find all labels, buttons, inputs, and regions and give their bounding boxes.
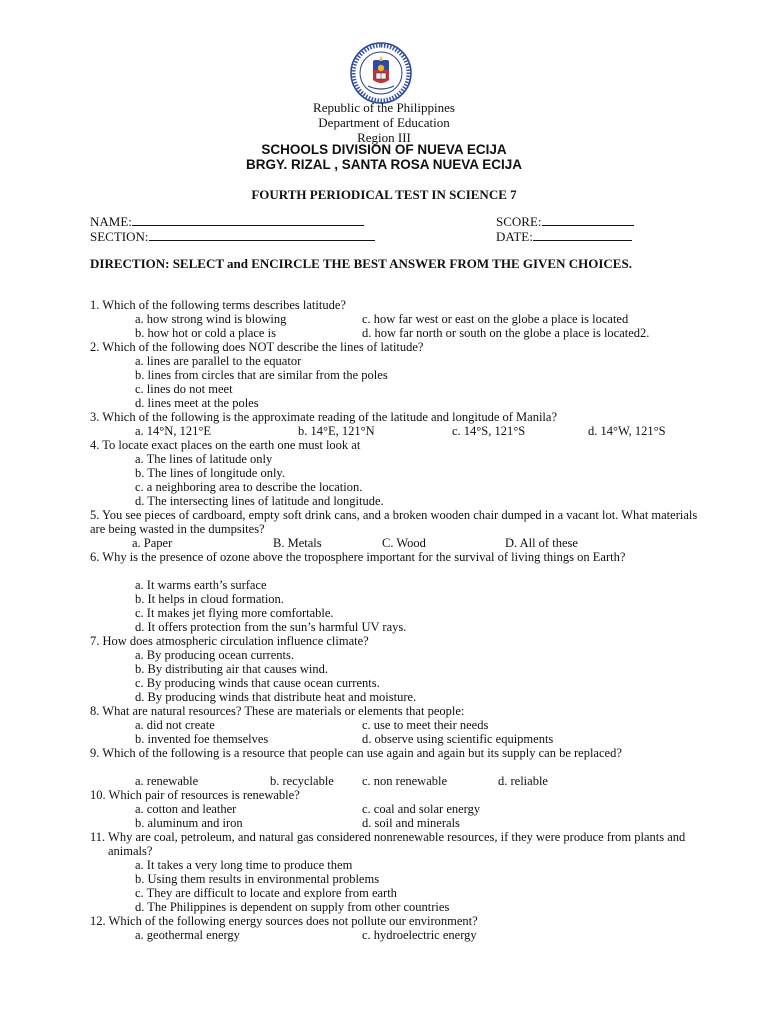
q2-option-c[interactable]: c. lines do not meet	[135, 382, 233, 396]
q7-option-d[interactable]: d. By producing winds that distribute heat and moisture.	[135, 690, 417, 704]
q9-option-b[interactable]: b. recyclable	[270, 774, 334, 788]
q3-option-b[interactable]: b. 14°E, 121°N	[298, 424, 375, 438]
q12-option-c[interactable]: c. hydroelectric energy	[362, 928, 477, 942]
q4-option-d[interactable]: d. The intersecting lines of latitude and longitude.	[135, 494, 384, 508]
header-school: BRGY. RIZAL , SANTA ROSA NUEVA ECIJA	[245, 157, 523, 172]
q10-option-a[interactable]: a. cotton and leather	[135, 802, 237, 816]
q3-option-d[interactable]: d. 14°W, 121°S	[588, 424, 666, 438]
date-blank[interactable]	[533, 229, 632, 241]
q4-option-a[interactable]: a. The lines of latitude only	[135, 452, 273, 466]
question-11: 11. Why are coal, petroleum, and natural gas considered nonrenewable resources, if they were produce from plants and animals?	[90, 830, 686, 858]
q10-option-c[interactable]: c. coal and solar energy	[362, 802, 481, 816]
section-label: SECTION:	[90, 229, 149, 244]
question-1: 1. Which of the following terms describes latitude?	[90, 298, 346, 312]
q6-option-b[interactable]: b. It helps in cloud formation.	[135, 592, 284, 606]
q11-option-b[interactable]: b. Using them results in environmental problems	[135, 872, 380, 886]
q7-option-c[interactable]: c. By producing winds that cause ocean currents.	[135, 676, 380, 690]
name-label: NAME:	[90, 214, 132, 229]
date-label: DATE:	[496, 229, 533, 244]
q8-option-b[interactable]: b. invented foe themselves	[135, 732, 269, 746]
q11-option-c[interactable]: c. They are difficult to locate and explore from earth	[135, 886, 397, 900]
header-division: SCHOOLS DIVISION OF NUEVA ECIJA	[261, 142, 507, 157]
question-9: 9. Which of the following is a resource that people can use again and again but its supply can be replaced?	[90, 746, 622, 760]
q1-option-c[interactable]: c. how far west or east on the globe a place is located	[362, 312, 629, 326]
q1-option-d[interactable]: d. how far north or south on the globe a place is located2.	[362, 326, 650, 340]
question-7: 7. How does atmospheric circulation influence climate?	[90, 634, 369, 648]
q5-option-d[interactable]: D. All of these	[505, 536, 578, 550]
header-region: Region III	[357, 130, 411, 145]
question-3: 3. Which of the following is the approximate reading of the latitude and longitude of Manila?	[90, 410, 558, 424]
q5-option-b[interactable]: B. Metals	[273, 536, 322, 550]
q8-option-d[interactable]: d. observe using scientific equipments	[362, 732, 554, 746]
q11-option-a[interactable]: a. It takes a very long time to produce them	[135, 858, 353, 872]
q10-option-b[interactable]: b. aluminum and iron	[135, 816, 243, 830]
question-5: 5. You see pieces of cardboard, empty soft drink cans, and a broken wooden chair dumped in a vacant lot. What materials are being wasted in the dumpsites?	[90, 508, 698, 536]
deped-seal-icon	[350, 42, 412, 104]
score-blank[interactable]	[542, 214, 634, 226]
q6-option-d[interactable]: d. It offers protection from the sun’s harmful UV rays.	[135, 620, 407, 634]
q3-option-c[interactable]: c. 14°S, 121°S	[452, 424, 526, 438]
question-6: 6. Why is the presence of ozone above the troposphere important for the survival of living things on Earth?	[90, 550, 626, 564]
q8-option-c[interactable]: c. use to meet their needs	[362, 718, 489, 732]
question-8: 8. What are natural resources? These are materials or elements that people:	[90, 704, 465, 718]
name-blank[interactable]	[132, 214, 364, 226]
q6-option-c[interactable]: c. It makes jet flying more comfortable.	[135, 606, 334, 620]
q1-option-a[interactable]: a. how strong wind is blowing	[135, 312, 287, 326]
q1-option-b[interactable]: b. how hot or cold a place is	[135, 326, 276, 340]
q6-option-a[interactable]: a. It warms earth’s surface	[135, 578, 267, 592]
q7-option-a[interactable]: a. By producing ocean currents.	[135, 648, 294, 662]
q9-option-d[interactable]: d. reliable	[498, 774, 548, 788]
q7-option-b[interactable]: b. By distributing air that causes wind.	[135, 662, 329, 676]
q2-option-a[interactable]: a. lines are parallel to the equator	[135, 354, 302, 368]
q3-option-a[interactable]: a. 14°N, 121°E	[135, 424, 211, 438]
q9-option-c[interactable]: c. non renewable	[362, 774, 448, 788]
date-field[interactable]	[496, 229, 632, 245]
score-label: SCORE:	[496, 214, 542, 229]
question-12: 12. Which of the following energy sources does not pollute our environment?	[90, 914, 478, 928]
section-field[interactable]	[90, 229, 375, 245]
test-title: FOURTH PERIODICAL TEST IN SCIENCE 7	[251, 187, 517, 202]
q5-option-a[interactable]: a. Paper	[132, 536, 173, 550]
header-republic: Republic of the Philippines	[313, 100, 455, 115]
score-field[interactable]	[496, 214, 634, 230]
question-2: 2. Which of the following does NOT describe the lines of latitude?	[90, 340, 424, 354]
q12-option-a[interactable]: a. geothermal energy	[135, 928, 240, 942]
q11-option-d[interactable]: d. The Philippines is dependent on supply from other countries	[135, 900, 450, 914]
q9-option-a[interactable]: a. renewable	[135, 774, 199, 788]
question-4: 4. To locate exact places on the earth one must look at	[90, 438, 361, 452]
section-blank[interactable]	[149, 229, 375, 241]
q8-option-a[interactable]: a. did not create	[135, 718, 215, 732]
q4-option-b[interactable]: b. The lines of longitude only.	[135, 466, 285, 480]
header-department: Department of Education	[318, 115, 450, 130]
direction-text: DIRECTION: SELECT and ENCIRCLE THE BEST ANSWER FROM THE GIVEN CHOICES.	[90, 256, 632, 271]
q5-option-c[interactable]: C. Wood	[382, 536, 426, 550]
q2-option-b[interactable]: b. lines from circles that are similar from the poles	[135, 368, 388, 382]
name-field[interactable]	[90, 214, 364, 230]
q4-option-c[interactable]: c. a neighboring area to describe the location.	[135, 480, 363, 494]
q2-option-d[interactable]: d. lines meet at the poles	[135, 396, 259, 410]
q10-option-d[interactable]: d. soil and minerals	[362, 816, 460, 830]
question-10: 10. Which pair of resources is renewable?	[90, 788, 300, 802]
